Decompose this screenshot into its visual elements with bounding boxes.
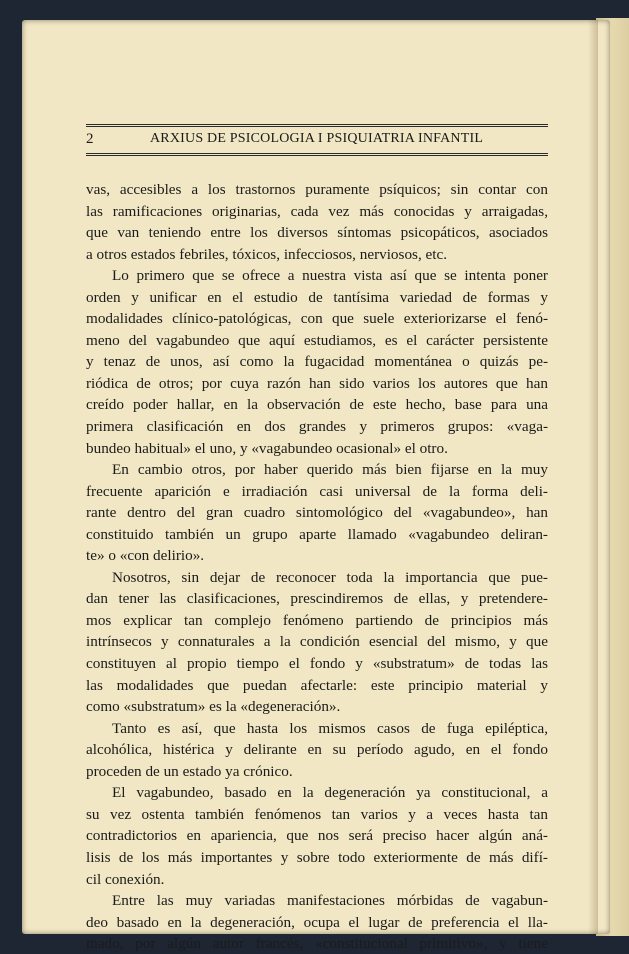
text-line: lisis de los más importantes y sobre todo exteriormente de más difí- bbox=[86, 848, 548, 866]
text-line: a otros estados febriles, tóxicos, infecciosos, nerviosos, etc. bbox=[86, 245, 448, 263]
text-line: cil conexión. bbox=[86, 870, 165, 888]
text-line: dan tener las clasificaciones, prescindiremos de ellas, y pretendere- bbox=[86, 590, 548, 608]
text-line: Lo primero que se ofrece a nuestra vista así que se intenta poner bbox=[112, 267, 548, 285]
text-line: mos explicar tan complejo fenómeno partiendo de principios más bbox=[86, 611, 548, 629]
text-line: Entre las muy variadas manifestaciones mórbidas de vagabun- bbox=[112, 892, 548, 910]
text-line: mado, por algún autor francés, «constitucional primitivo», y tiene bbox=[86, 935, 548, 953]
running-title: ARXIUS DE PSICOLOGIA I PSIQUIATRIA INFANTIL bbox=[150, 131, 484, 146]
text-line: creído poder hallar, en la observación de este hecho, base para una bbox=[86, 396, 548, 414]
text-line: El vagabundeo, basado en la degeneración ya constitucional, a bbox=[112, 784, 548, 802]
text-line: su vez ostenta también fenómenos tan varios y a veces hasta tan bbox=[86, 805, 548, 823]
text-line: constituyen al propio tiempo el fondo y «substratum» de todas las bbox=[86, 655, 548, 673]
text-line: Tanto es así, que hasta los mismos casos de fuga epiléptica, bbox=[112, 719, 548, 737]
text-line: constituido también un grupo aparte llamado «vagabundeo deliran- bbox=[86, 525, 548, 543]
text-line: primera clasificación en dos grandes y primeros grupos: «vaga- bbox=[86, 418, 548, 436]
text-line: modalidades clínico-patológicas, con que suele exteriorizarse el fenó- bbox=[86, 310, 548, 328]
text-line: y tenaz de unos, así como la fugacidad momentánea o quizás pe- bbox=[86, 353, 548, 371]
text-line: como «substratum» es la «degeneración». bbox=[86, 698, 341, 716]
text-line: que van teniendo entre los diversos síntomas psicopáticos, asociados bbox=[86, 224, 548, 242]
text-line: riódica de otros; por cuya razón han sido varios los autores que han bbox=[86, 374, 548, 392]
text-line: En cambio otros, por haber querido más bien fijarse en la muy bbox=[112, 461, 548, 479]
text-line: contradictorios en apariencia, que nos será preciso hacer algún aná- bbox=[86, 827, 548, 845]
text-line: rante dentro del gran cuadro sintomológico del «vagabundeo», han bbox=[86, 504, 548, 522]
text-line: orden y unificar en el estudio de tantísima variedad de formas y bbox=[86, 288, 548, 306]
text-line: las ramificaciones originarias, cada vez más conocidas y arraigadas, bbox=[86, 202, 548, 220]
page-spine-shadow bbox=[588, 20, 598, 934]
running-header bbox=[86, 124, 548, 156]
text-line: vas, accesibles a los trastornos puramente psíquicos; sin contar con bbox=[86, 181, 548, 198]
text-line: deo basado en la degeneración, ocupa el lugar de preferencia el lla- bbox=[86, 913, 548, 931]
text-line: intrínsecos y connaturales a la condición esencial del mismo, y que bbox=[86, 633, 548, 651]
page-number: 2 bbox=[86, 131, 94, 147]
text-line: meno del vagabundeo que aquí estudiamos, es el carácter persistente bbox=[86, 331, 548, 349]
text-line: frecuente aparición e irradiación casi universal de la forma deli- bbox=[86, 482, 548, 500]
text-line: Nosotros, sin dejar de reconocer toda la importancia que pue- bbox=[112, 568, 548, 586]
body-text bbox=[86, 179, 548, 954]
text-line: te» o «con delirio». bbox=[86, 547, 205, 565]
text-line: proceden de un estado ya crónico. bbox=[86, 762, 293, 780]
text-line: alcohólica, histérica y delirante en su período agudo, en el fondo bbox=[86, 741, 548, 759]
text-line: las modalidades que puedan afectarle: este principio material y bbox=[86, 676, 548, 694]
text-line: bundeo habitual» el uno, y «vagabundeo ocasional» el otro. bbox=[86, 439, 448, 457]
